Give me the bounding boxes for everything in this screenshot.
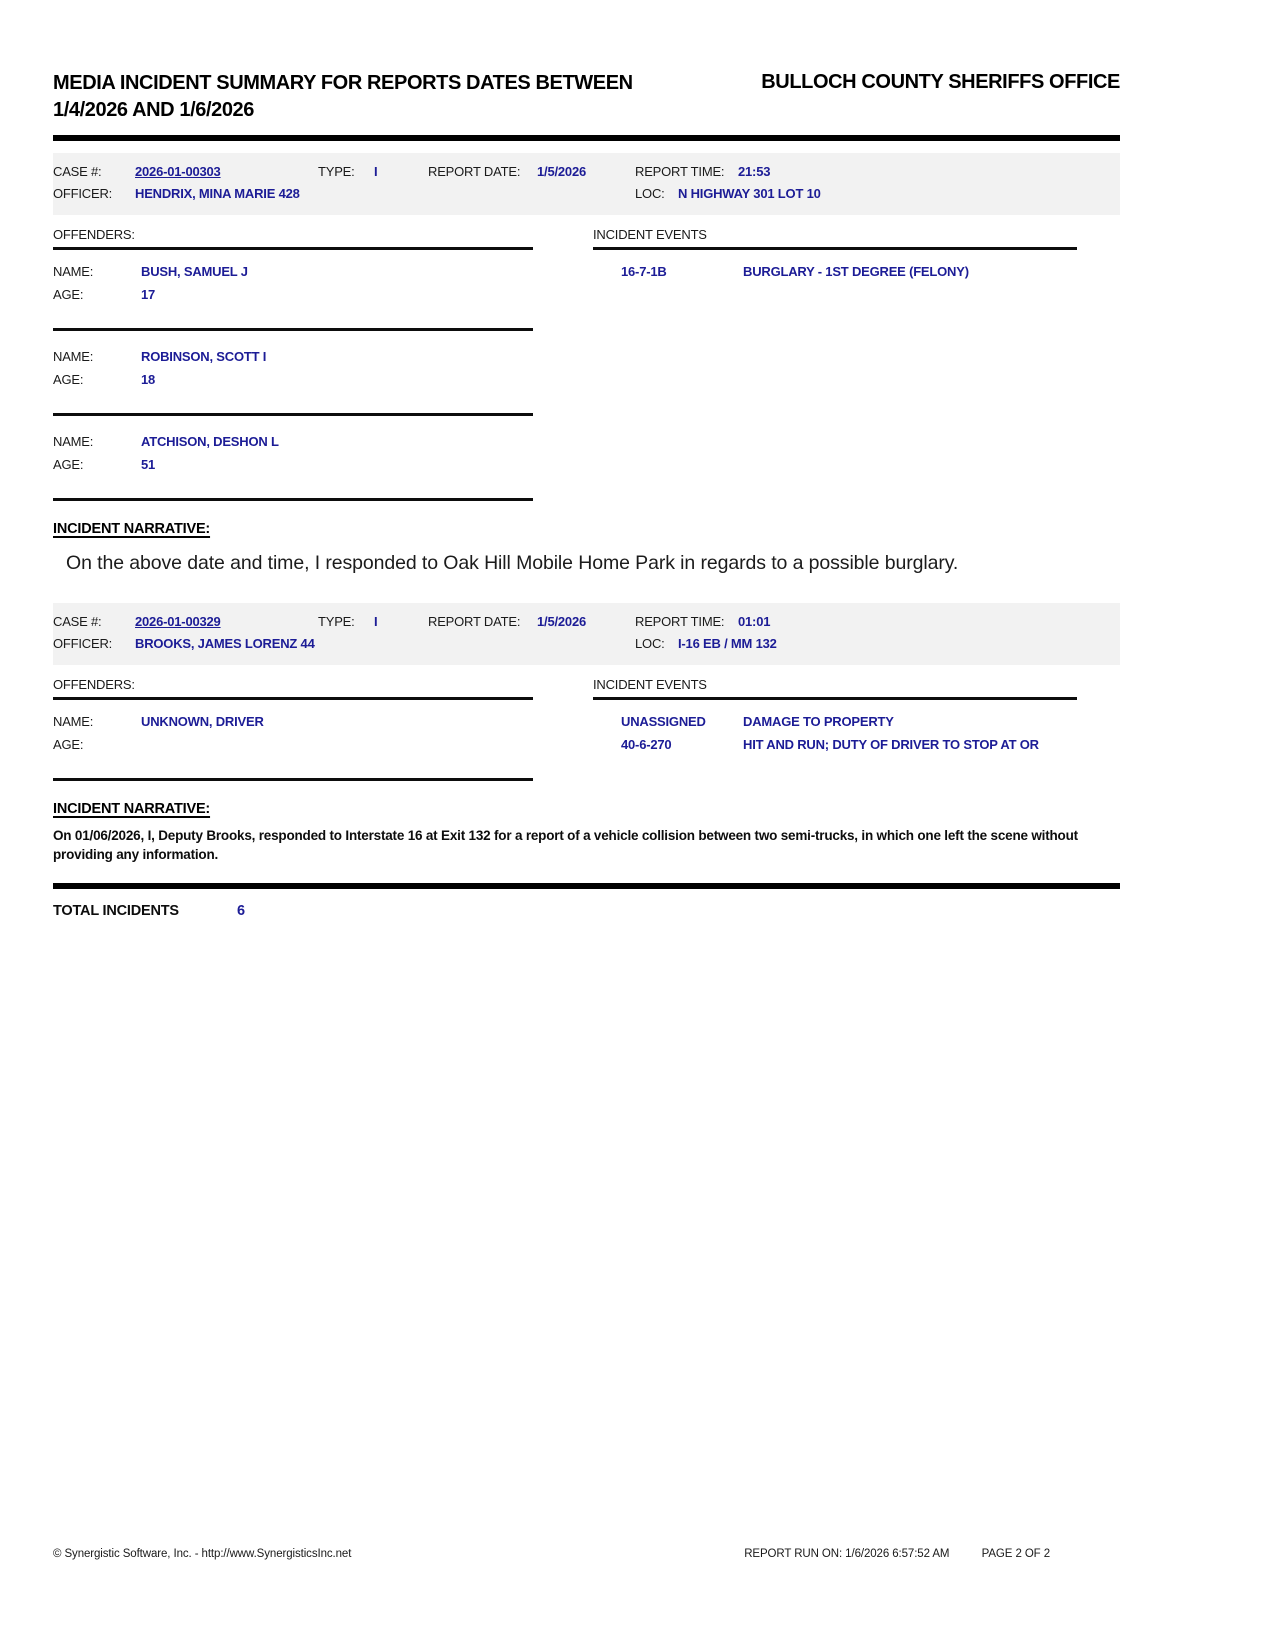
report-page <box>53 0 1120 1650</box>
name-value: ROBINSON, SCOTT I <box>141 349 267 364</box>
case-number-link[interactable]: 2026-01-00303 <box>135 164 221 179</box>
offenders-column <box>53 677 533 781</box>
name-value: BUSH, SAMUEL J <box>141 264 248 279</box>
incident-narrative-heading: INCIDENT NARRATIVE: <box>53 521 211 537</box>
case-info-row <box>53 634 1120 656</box>
report-run-on-value: 1/6/2026 6:57:52 AM <box>845 1548 950 1560</box>
incident-events-heading: INCIDENT EVENTS <box>593 227 707 242</box>
officer-label: OFFICER: <box>53 636 113 651</box>
offenders-events-section <box>53 227 1120 501</box>
case-number-value <box>135 164 221 179</box>
incident-events-underline <box>593 697 1077 700</box>
name-label: NAME: <box>53 714 94 729</box>
event-row <box>593 734 1077 757</box>
case-info-row <box>53 184 1120 206</box>
case-info-row <box>53 162 1120 184</box>
page-number: PAGE 2 OF 2 <box>981 1548 1050 1560</box>
footer-copyright: © Synergistic Software, Inc. - http://www.SynergisticsInc.net <box>53 1548 352 1560</box>
age-value: 51 <box>141 457 156 472</box>
age-label: AGE: <box>53 457 84 472</box>
incident-events-column <box>593 677 1077 757</box>
type-value: I <box>374 614 378 629</box>
event-code: 16-7-1B <box>621 264 667 279</box>
event-code: 40-6-270 <box>621 737 672 752</box>
report-date-label: REPORT DATE: <box>428 614 521 629</box>
officer-label: OFFICER: <box>53 186 113 201</box>
event-code: UNASSIGNED <box>621 714 706 729</box>
event-row <box>593 261 1077 284</box>
total-incidents-label: TOTAL INCIDENTS <box>53 903 179 919</box>
offender-entry <box>53 711 533 757</box>
offenders-heading: OFFENDERS: <box>53 227 135 242</box>
report-date-value: 1/5/2026 <box>537 614 587 629</box>
report-time-label: REPORT TIME: <box>635 614 725 629</box>
offenders-underline <box>53 697 533 700</box>
incident-events-column <box>593 227 1077 284</box>
total-incidents-value: 6 <box>237 903 246 919</box>
report-date-label: REPORT DATE: <box>428 164 521 179</box>
incident-events-heading: INCIDENT EVENTS <box>593 677 707 692</box>
offender-name-row <box>53 431 533 454</box>
incident-narrative-text: On the above date and time, I responded to Oak Hill Mobile Home Park in regards to a possible burglary. <box>66 552 959 574</box>
case-number-value <box>135 614 221 629</box>
name-label: NAME: <box>53 434 94 449</box>
report-run-on-label: REPORT RUN ON: <box>744 1548 843 1560</box>
case-info-row <box>53 612 1120 634</box>
offender-separator <box>53 328 533 331</box>
offender-age-row <box>53 734 533 757</box>
case-info-box <box>53 153 1120 215</box>
offender-separator <box>53 413 533 416</box>
report-header <box>53 70 1120 124</box>
case-number-label: CASE #: <box>53 164 102 179</box>
location-label: LOC: <box>635 186 665 201</box>
offender-name-row <box>53 261 533 284</box>
report-title: MEDIA INCIDENT SUMMARY FOR REPORTS DATES BETWEEN 1/4/2026 AND 1/6/2026 <box>53 72 633 121</box>
offenders-events-section <box>53 677 1120 781</box>
event-list <box>593 711 1077 757</box>
offenders-heading: OFFENDERS: <box>53 677 135 692</box>
offender-entry <box>53 261 533 307</box>
header-rule <box>53 135 1120 141</box>
report-time-label: REPORT TIME: <box>635 164 725 179</box>
event-description: HIT AND RUN; DUTY OF DRIVER TO STOP AT OR <box>743 737 1039 752</box>
report-time-value: 01:01 <box>738 614 771 629</box>
offender-age-row <box>53 369 533 392</box>
offender-age-row <box>53 284 533 307</box>
offender-age-row <box>53 454 533 477</box>
age-value: 18 <box>141 372 156 387</box>
agency-title: BULLOCH COUNTY SHERIFFS OFFICE <box>761 71 1120 93</box>
case-number-label: CASE #: <box>53 614 102 629</box>
incident-narrative-text: On 01/06/2026, I, Deputy Brooks, responded to Interstate 16 at Exit 132 for a report of a vehicle collision between two semi-trucks, in which one left the scene without providing any information. <box>53 828 1078 862</box>
offender-separator <box>53 778 533 781</box>
case-info-box <box>53 603 1120 665</box>
offender-name-row <box>53 346 533 369</box>
age-value: 17 <box>141 287 156 302</box>
name-label: NAME: <box>53 349 94 364</box>
name-label: NAME: <box>53 264 94 279</box>
offender-separator <box>53 498 533 501</box>
event-description: DAMAGE TO PROPERTY <box>743 714 894 729</box>
offender-entry <box>53 431 533 477</box>
name-value: UNKNOWN, DRIVER <box>141 714 264 729</box>
age-label: AGE: <box>53 372 84 387</box>
totals-rule <box>53 883 1120 889</box>
age-label: AGE: <box>53 737 84 752</box>
officer-value: BROOKS, JAMES LORENZ 44 <box>135 636 315 651</box>
report-time-value: 21:53 <box>738 164 771 179</box>
offender-name-row <box>53 711 533 734</box>
offender-entry <box>53 346 533 392</box>
type-label: TYPE: <box>318 614 355 629</box>
incident-narrative-heading: INCIDENT NARRATIVE: <box>53 801 211 817</box>
case-number-link[interactable]: 2026-01-00329 <box>135 614 221 629</box>
age-label: AGE: <box>53 287 84 302</box>
event-row <box>593 711 1077 734</box>
name-value: ATCHISON, DESHON L <box>141 434 279 449</box>
page-footer <box>53 1548 1120 1560</box>
location-label: LOC: <box>635 636 665 651</box>
offenders-column <box>53 227 533 501</box>
report-date-value: 1/5/2026 <box>537 164 587 179</box>
location-value: N HIGHWAY 301 LOT 10 <box>678 186 821 201</box>
event-list <box>593 261 1077 284</box>
total-incidents-row <box>53 901 1120 925</box>
footer-runinfo <box>744 1548 1120 1560</box>
event-description: BURGLARY - 1ST DEGREE (FELONY) <box>743 264 969 279</box>
type-value: I <box>374 164 378 179</box>
location-value: I-16 EB / MM 132 <box>678 636 777 651</box>
offenders-underline <box>53 247 533 250</box>
type-label: TYPE: <box>318 164 355 179</box>
officer-value: HENDRIX, MINA MARIE 428 <box>135 186 300 201</box>
incident-events-underline <box>593 247 1077 250</box>
